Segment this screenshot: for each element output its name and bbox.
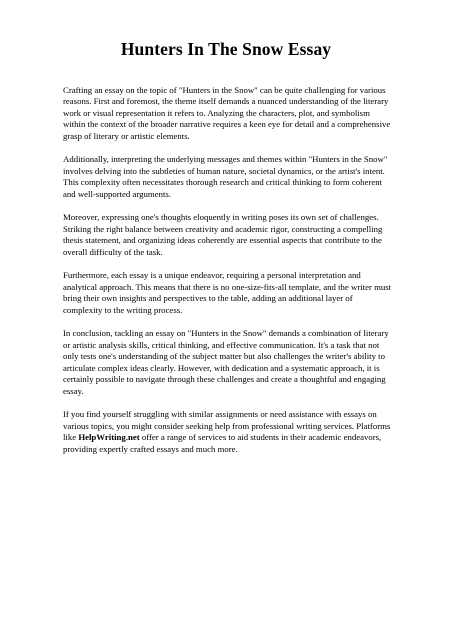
paragraph-2: Additionally, interpreting the underlying messages and themes within "Hunters in the Snow" involves delving into the subtleties of human nature, societal dynamics, or the artist's intent. This complexity often necessitates thorough research and critical thinking to form coherent and well-supported arguments. <box>63 154 388 199</box>
paragraph-3: Moreover, expressing one's thoughts eloquently in writing poses its own set of challenges. Striking the right balance between creativity and academic rigor, constructing a compelling thesis statement, and organizing ideas coherently are essential aspects that contribute to the overall difficulty of the task. <box>63 212 383 257</box>
closing-paragraph <box>63 409 393 455</box>
document-body <box>63 85 393 467</box>
paragraph-1: Crafting an essay on the topic of "Hunters in the Snow" can be quite challenging for various reasons. First and foremost, the theme itself demands a nuanced understanding of the literary work or visual representation it refers to. Analyzing the characters, plot, and symbolism within the context of the broader narrative requires a keen eye for detail and a comprehensive grasp of literary or artistic elements. <box>63 85 391 141</box>
document-title: Hunters In The Snow Essay <box>120 39 332 59</box>
brand-name: HelpWriting.net <box>78 432 140 443</box>
paragraph-4: Furthermore, each essay is a unique endeavor, requiring a personal interpretation and analytical approach. This means that there is no one-size-fits-all template, and the writer must bring their own insights and perspectives to the table, adding an additional layer of complexity to the writing process. <box>63 270 392 315</box>
closing-text-before: If you find yourself struggling with similar assignments or need assistance with essays on various topics, you might consider seeking help from professional writing services. Platforms like <box>63 409 391 443</box>
closing-text-after: offer a range of services to aid students in their academic endeavors, providing expertly crafted essays and much more. <box>63 432 382 454</box>
paragraph-5: In conclusion, tackling an essay on "Hunters in the Snow" demands a combination of literary or artistic analysis skills, critical thinking, and effective communication. It's a task that not only tests one's understanding of the subject matter but also challenges the writer's ability to articulate complex ideas clearly. However, with dedication and a systematic approach, it is certainly possible to navigate through these challenges and create a thoughtful and engaging essay. <box>63 328 389 396</box>
